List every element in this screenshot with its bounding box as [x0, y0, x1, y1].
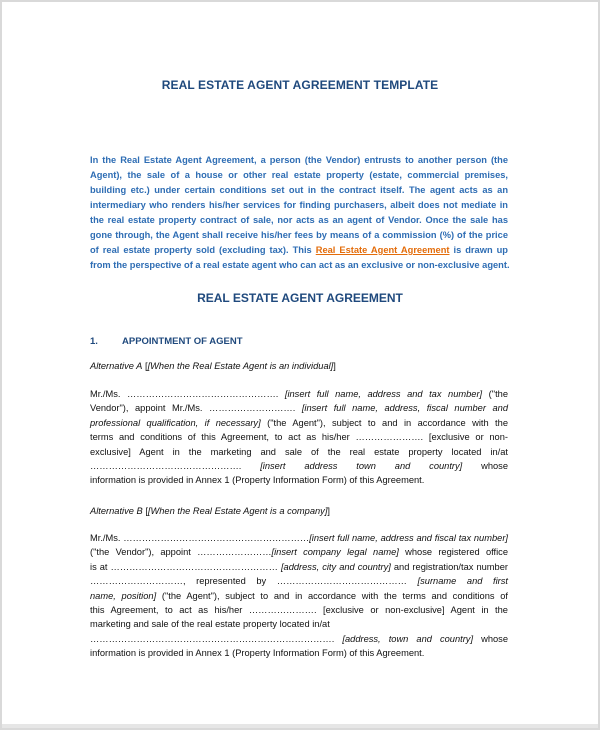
alt-bracket-italic: [When the Real Estate Agent is a company] [147, 506, 328, 516]
body-text: [exclusive or non-exclusive] [323, 605, 445, 616]
body-line [90, 416, 508, 430]
placeholder-text: [insert full name, address and fiscal tax number] [309, 533, 508, 543]
body-text: whose [481, 633, 508, 644]
alternative-a-heading [90, 361, 336, 371]
alt-label: Alternative B [90, 506, 143, 516]
body-line [90, 603, 508, 617]
section-title: APPOINTMENT OF AGENT [122, 336, 243, 347]
intro-text: of real estate property sold (excluding tax). This [90, 245, 316, 255]
body-line [90, 589, 508, 603]
alternative-b-paragraph [90, 531, 508, 661]
intro-line [90, 243, 508, 258]
body-line: information is provided in Annex 1 (Property Information Form) of this Agreement. [90, 648, 425, 659]
body-text: terms and conditions of this Agreement, to act as his/her …………………. [90, 432, 424, 443]
body-line [90, 545, 508, 559]
section-heading [90, 336, 243, 347]
body-text: this Agreement, to act as his/her …………………. [90, 605, 317, 616]
placeholder-text: [insert address town and country] [260, 461, 463, 472]
alt-bracket-italic: [When the Real Estate Agent is an individual] [147, 361, 334, 371]
body-line: marketing and sale of the real estate property located in/at [90, 619, 330, 630]
body-line [90, 574, 508, 588]
body-line [90, 459, 508, 473]
body-text: ……………………………………………………………………. [90, 633, 335, 644]
agreement-subtitle: REAL ESTATE AGENT AGREEMENT [197, 291, 403, 305]
body-text: ("the Vendor"), appoint …………………… [90, 547, 272, 558]
placeholder-text: [insert company legal name] [271, 547, 399, 558]
agreement-link[interactable]: Real Estate Agent Agreement [315, 245, 450, 255]
intro-line: the real estate property contract of sale, nor acts as an agent of Vendor. Once the sale has [90, 215, 508, 225]
body-text: Mr./Ms. …………………………………………. [90, 389, 279, 399]
alternative-b-heading [90, 506, 330, 516]
placeholder-text: [insert full name, address and tax number] [284, 389, 483, 399]
body-line [90, 430, 508, 444]
body-text: exclusive] [90, 446, 131, 457]
body-text: …………………………, represented by …………………………………… [90, 576, 407, 587]
placeholder-text: [address, town and country] [342, 633, 474, 644]
body-line [90, 632, 508, 646]
body-line [90, 560, 508, 574]
placeholder-text: professional qualification, if necessary] [90, 417, 261, 428]
intro-line: gone through, the Agent shall receive his/her fees by means of a commission (%) of the price [90, 230, 508, 240]
body-text: whose registered office [405, 547, 509, 558]
body-text: Agent in the [450, 605, 508, 616]
intro-line: In the Real Estate Agent Agreement, a person (the Vendor) entrusts to another person (the [90, 155, 508, 165]
body-line [90, 445, 508, 459]
body-text: ("the [488, 389, 508, 399]
placeholder-text: [insert full name, address, fiscal number and [301, 403, 508, 414]
body-text: and registration/tax number [393, 561, 508, 572]
section-number: 1. [90, 336, 98, 347]
body-line [90, 531, 508, 545]
body-text: whose [481, 461, 508, 472]
intro-line: Agent), the sale of a house or other real estate property (estate, commercial premises, [90, 170, 508, 180]
alt-bracket-text: [[When the Real Estate Agent is an individual]] [144, 361, 336, 371]
intro-line: from the perspective of a real estate agent who can act as an exclusive or non-exclusive agent. [90, 260, 510, 270]
intro-paragraph [90, 153, 508, 273]
alternative-a-paragraph [90, 387, 508, 488]
intro-line: building etc.) under certain conditions set out in the contract itself. The agent acts as an [90, 185, 508, 195]
body-line: information is provided in Annex 1 (Property Information Form) of this Agreement. [90, 475, 425, 486]
intro-line: intermediary who renders his/her services for finding purchasers, albeit does not mediate in [90, 200, 508, 210]
placeholder-text: name, position] [90, 590, 157, 601]
body-text: Mr./Ms. …………………………………………………… [90, 533, 310, 543]
body-text: Agent in the marketing and sale of the real estate property located in/at [139, 446, 508, 457]
alt-label: Alternative A [90, 361, 143, 371]
body-text: is at ……………………………………………… [90, 561, 278, 572]
body-text: Vendor"), appoint Mr./Ms. ………………………. [90, 403, 296, 414]
page-bottom-edge [2, 724, 598, 728]
placeholder-text: [address, city and country] [280, 561, 391, 572]
body-text: …………………………………………. [90, 461, 242, 472]
body-line [90, 387, 508, 401]
body-line [90, 401, 508, 415]
body-text: ("the Agent"), subject to and in accordance with the [267, 417, 508, 428]
intro-text: is drawn up [449, 245, 508, 255]
body-text: ("the Agent"), subject to and in accordance with the terms and conditions of [161, 590, 508, 601]
document-title: REAL ESTATE AGENT AGREEMENT TEMPLATE [161, 78, 439, 92]
alt-bracket-text: [[When the Real Estate Agent is a company]] [145, 506, 330, 516]
body-text: [exclusive or non- [428, 432, 508, 443]
placeholder-text: [surname and first [417, 576, 508, 587]
